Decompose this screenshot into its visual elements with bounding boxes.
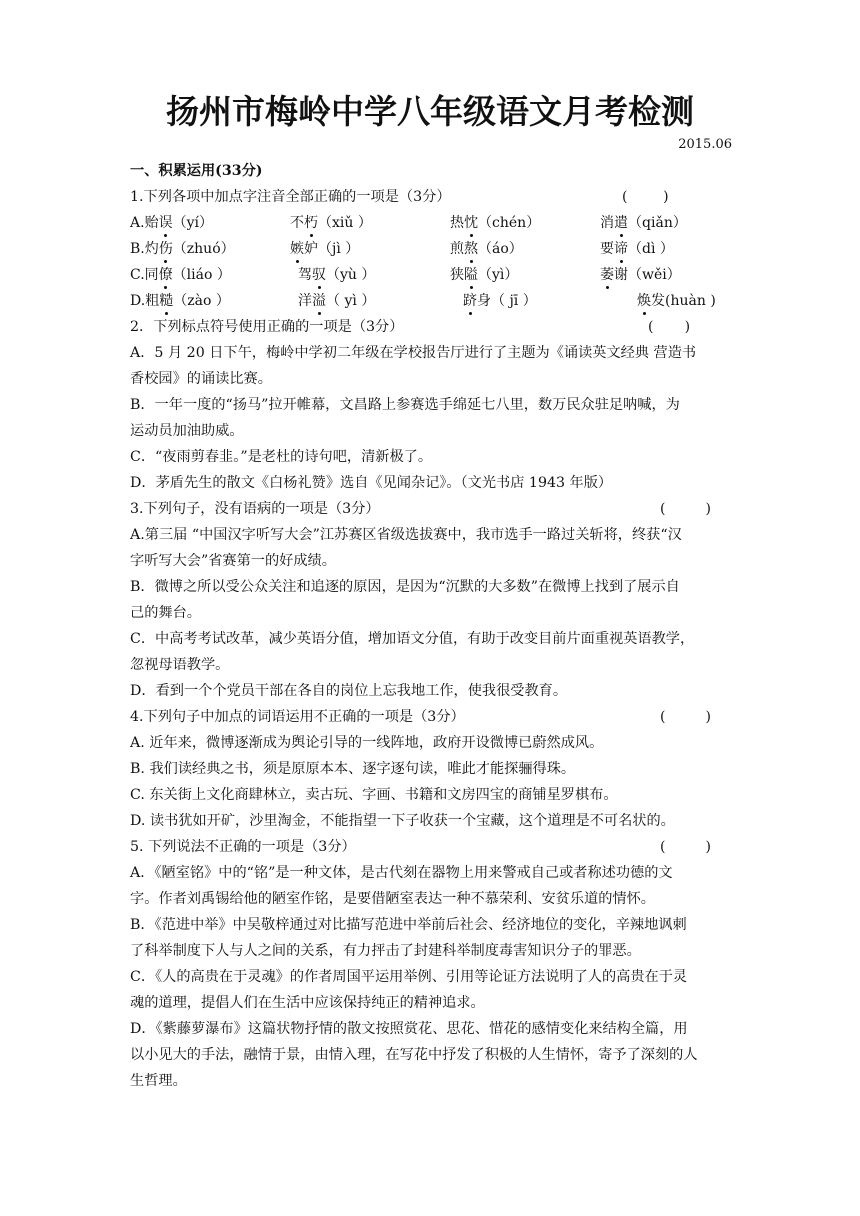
q3-line-3: B．微博之所以受公众关注和追逐的原因，是因为“沉默的大多数”在微博上找到了展示自 bbox=[130, 579, 680, 595]
q2-line-5: C．“夜雨剪春韭。”是老杜的诗句吧，清新极了。 bbox=[130, 449, 433, 465]
q5-line-8: 以小见大的手法，融情于景，由情入理，在写花中抒发了积极的人生情怀，寄予了深刻的人 bbox=[130, 1047, 698, 1063]
q1-a4: 消遣（qiǎn） bbox=[600, 215, 687, 231]
q4-answer-blank: ( ) bbox=[660, 709, 711, 725]
q1-b2: 嫉妒（jì ） bbox=[290, 241, 360, 257]
q1-stem: 1.下列各项中加点字注音全部正确的一项是（3分） bbox=[130, 189, 451, 205]
q3-line-4: 己的舞台。 bbox=[130, 605, 201, 621]
q1-a2: 不朽（xiǔ ） bbox=[290, 215, 372, 231]
q5-line-2: 字。作者刘禹锡给他的陋室作铭，是要借陋室表达一种不慕荣利、安贫乐道的情怀。 bbox=[130, 891, 655, 907]
q1-c3: 狭隘（yì） bbox=[450, 267, 519, 283]
q3-line-6: 忽视母语教学。 bbox=[130, 657, 230, 673]
q3-stem: 3.下列句子，没有语病的一项是（3分） bbox=[130, 501, 380, 517]
emphasis-dot-char: 萎 bbox=[600, 267, 614, 283]
q1-c4: 萎谢（wěi） bbox=[600, 267, 681, 283]
emphasis-dot-char: 忱 bbox=[464, 215, 478, 231]
exam-date: 2015.06 bbox=[678, 137, 732, 152]
q1-c1: C.同僚（liáo ） bbox=[130, 267, 231, 283]
q1-answer-blank: ( ) bbox=[622, 189, 669, 205]
q1-a3: 热忱（chén） bbox=[450, 215, 541, 231]
q3-answer-blank: ( ) bbox=[660, 501, 711, 517]
q3-line-5: C．中高考考试改革，减少英语分值，增加语文分值，有助于改变目前片面重视英语教学， bbox=[130, 631, 695, 647]
page-title: 扬州市梅岭中学八年级语文月考检测 bbox=[166, 92, 694, 131]
q2-line-3: B．一年一度的“扬马”拉开帷幕，文昌路上参赛选手绵延七八里，数万民众驻足呐喊，为 bbox=[130, 397, 680, 413]
q4-line-4: D. 读书犹如开矿，沙里淘金，不能指望一下子收获一个宝藏，这个道理是不可名状的。 bbox=[130, 813, 675, 829]
q1-d1: D.粗糙（zào ） bbox=[130, 293, 230, 309]
q5-line-3: B．《范进中举》中吴敬梓通过对比描写范进中举前后社会、经济地位的变化，辛辣地讽刺 bbox=[130, 917, 687, 933]
q3-line-2: 字听写大会”省赛第一的好成绩。 bbox=[130, 553, 336, 569]
emphasis-dot-char: 驭 bbox=[312, 267, 326, 283]
emphasis-dot-char: 僚 bbox=[158, 267, 173, 283]
q5-stem: 5. 下列说法不正确的一项是（3分） bbox=[130, 839, 356, 855]
emphasis-dot-char: 跻 bbox=[463, 293, 477, 309]
emphasis-dot-char: 焕 bbox=[637, 293, 651, 309]
q2-line-4: 运动员加油助威。 bbox=[130, 423, 244, 439]
q1-d3: 跻身（ jī ） bbox=[463, 293, 537, 309]
q2-answer-blank: ( ) bbox=[648, 319, 691, 335]
q4-line-3: C. 东关街上文化商肆林立，卖古玩、字画、书籍和文房四宝的商铺星罗棋布。 bbox=[130, 787, 618, 803]
emphasis-dot-char: 误 bbox=[158, 215, 173, 231]
emphasis-dot-char: 隘 bbox=[464, 267, 478, 283]
emphasis-dot-char: 熬 bbox=[464, 241, 478, 257]
q5-line-1: A．《陋室铭》中的“铭”是一种文体，是古代刻在器物上用来警戒自己或者称述功德的文 bbox=[130, 865, 673, 881]
q2-line-1: A．5 月 20 日下午，梅岭中学初二年级在学校报告厅进行了主题为《诵读英文经典 营造书 bbox=[130, 345, 697, 361]
q5-answer-blank: ( ) bbox=[660, 839, 711, 855]
q2-line-2: 香校园》的诵读比赛。 bbox=[130, 371, 272, 387]
q1-a1: A.贻误（yí） bbox=[130, 215, 213, 231]
q5-line-4: 了科举制度下人与人之间的关系，有力抨击了封建科举制度毒害知识分子的罪恶。 bbox=[130, 943, 641, 959]
q5-line-7: D．《紫藤萝瀑布》这篇状物抒情的散文按照赏花、思花、惜花的感情变化来结构全篇，用 bbox=[130, 1021, 688, 1037]
emphasis-dot-char: 朽 bbox=[304, 215, 318, 231]
q3-line-1: A.第三届 “中国汉字听写大会”江苏赛区省级选拔赛中，我市选手一路过关斩将，终获“汉 bbox=[130, 527, 682, 543]
emphasis-dot-char: 溢 bbox=[312, 293, 326, 309]
emphasis-dot-char: 伤 bbox=[158, 241, 173, 257]
q5-line-5: C．《人的高贵在于灵魂》的作者周国平运用举例、引用等论证方法说明了人的高贵在于灵 bbox=[130, 969, 688, 985]
q1-b3: 煎熬（áo） bbox=[450, 241, 523, 257]
emphasis-dot-char: 嫉 bbox=[290, 241, 304, 257]
emphasis-dot-char: 遣 bbox=[614, 215, 628, 231]
q4-line-1: A. 近年来，微博逐渐成为舆论引导的一线阵地，政府开设微博已蔚然成风。 bbox=[130, 735, 604, 751]
emphasis-dot-char: 糙 bbox=[159, 293, 174, 309]
q5-line-9: 生哲理。 bbox=[130, 1073, 187, 1089]
q2-stem: 2．下列标点符号使用正确的一项是（3分） bbox=[130, 319, 404, 335]
q3-line-7: D．看到一个个党员干部在各自的岗位上忘我地工作，使我很受教育。 bbox=[130, 683, 568, 699]
q2-line-6: D．茅盾先生的散文《白杨礼赞》选自《见闻杂记》。（文光书店 1943 年版） bbox=[130, 475, 613, 491]
q4-stem: 4.下列句子中加点的词语运用不正确的一项是（3分） bbox=[130, 709, 465, 725]
emphasis-dot-char: 谛 bbox=[614, 241, 628, 257]
q1-b4: 要谛（dì ） bbox=[600, 241, 674, 257]
q1-c2: 驾驭（yù ） bbox=[298, 267, 376, 283]
q5-line-6: 魂的道理，提倡人们在生活中应该保持纯正的精神追求。 bbox=[130, 995, 485, 1011]
section-heading: 一、积累运用(33分) bbox=[130, 163, 263, 179]
q4-line-2: B. 我们读经典之书，须是原原本本、逐字逐句读，唯此才能探骊得珠。 bbox=[130, 761, 576, 777]
q1-d2: 洋溢（ yì ） bbox=[298, 293, 376, 309]
q1-b1: B.灼伤（zhuó） bbox=[130, 241, 235, 257]
q1-d4: 焕发(huàn ) bbox=[637, 293, 716, 309]
